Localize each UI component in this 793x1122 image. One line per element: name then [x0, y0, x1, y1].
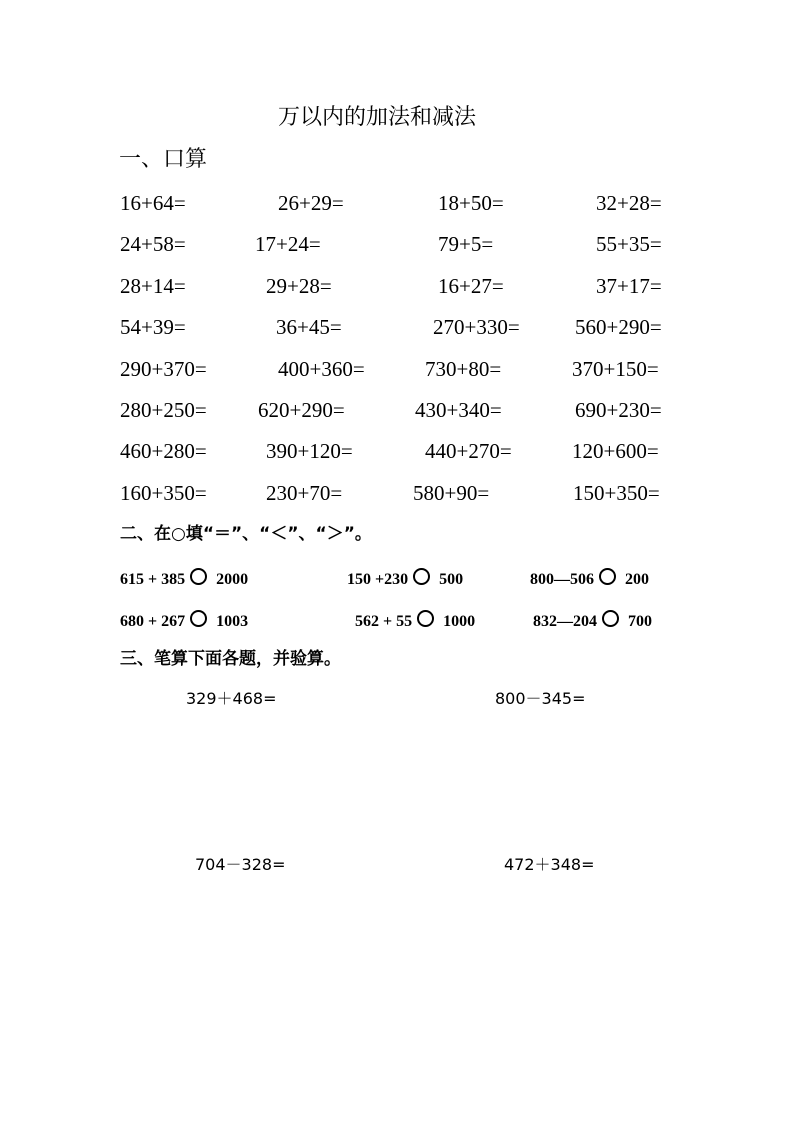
written-calc-problem: 472＋348= — [504, 855, 595, 874]
compare-right: 1003 — [216, 613, 249, 630]
answer-circle[interactable] — [599, 568, 616, 585]
oral-calc-item: 36+45= — [276, 315, 342, 339]
section-2-heading: 二、在○填“＝”、“＜”、“＞”。 — [120, 524, 372, 544]
oral-calc-item: 16+64= — [120, 191, 186, 215]
compare-left: 150 +230 — [347, 571, 409, 588]
compare-left: 800—506 — [530, 571, 594, 588]
oral-calc-item: 37+17= — [596, 274, 662, 298]
answer-circle[interactable] — [413, 568, 430, 585]
section-1-heading: 一、口算 — [119, 146, 208, 171]
oral-calc-item: 280+250= — [120, 398, 207, 422]
oral-calc-item: 580+90= — [413, 481, 490, 505]
oral-calc-item: 560+290= — [575, 315, 662, 339]
oral-calc-item: 29+28= — [266, 274, 332, 298]
compare-right: 1000 — [443, 613, 476, 630]
compare-right: 700 — [628, 613, 652, 630]
compare-item — [347, 568, 463, 588]
oral-calc-item: 54+39= — [120, 315, 186, 339]
oral-calc-item: 24+58= — [120, 232, 186, 256]
compare-left: 832—204 — [533, 613, 597, 630]
page-title: 万以内的加法和减法 — [278, 104, 477, 129]
oral-calc-item: 460+280= — [120, 439, 207, 463]
oral-calc-item: 32+28= — [596, 191, 662, 215]
oral-calc-item: 26+29= — [278, 191, 344, 215]
oral-calc-item: 79+5= — [438, 232, 494, 256]
oral-calc-item: 620+290= — [258, 398, 345, 422]
compare-right: 500 — [439, 571, 464, 588]
answer-circle[interactable] — [602, 610, 619, 627]
oral-calc-item: 730+80= — [425, 357, 502, 381]
oral-calc-item: 120+600= — [572, 439, 659, 463]
oral-calc-item: 270+330= — [433, 315, 520, 339]
written-calc-problem: 800－345= — [495, 689, 586, 708]
oral-calc-item: 690+230= — [575, 398, 662, 422]
answer-circle[interactable] — [190, 610, 207, 627]
compare-item — [120, 610, 248, 630]
written-calc-problem: 329＋468= — [186, 689, 277, 708]
oral-calc-item: 150+350= — [573, 481, 660, 505]
oral-calc-item: 440+270= — [425, 439, 512, 463]
compare-left: 680 + 267 — [120, 613, 186, 630]
written-calc-problem: 704－328= — [195, 855, 286, 874]
compare-left: 615 + 385 — [120, 571, 186, 588]
compare-item — [530, 568, 649, 588]
compare-right: 2000 — [216, 571, 249, 588]
oral-calc-item: 28+14= — [120, 274, 186, 298]
oral-calc-item: 370+150= — [572, 357, 659, 381]
oral-calc-item: 230+70= — [266, 481, 343, 505]
answer-circle[interactable] — [417, 610, 434, 627]
oral-calc-item: 55+35= — [596, 232, 662, 256]
oral-calc-item: 390+120= — [266, 439, 353, 463]
compare-item — [355, 610, 475, 630]
oral-calc-item: 17+24= — [255, 232, 321, 256]
oral-calc-item: 430+340= — [415, 398, 502, 422]
compare-left: 562 + 55 — [355, 613, 413, 630]
oral-calc-item: 18+50= — [438, 191, 504, 215]
oral-calc-item: 16+27= — [438, 274, 504, 298]
oral-calc-item: 160+350= — [120, 481, 207, 505]
answer-circle[interactable] — [190, 568, 207, 585]
compare-item — [120, 568, 248, 588]
oral-calc-item: 400+360= — [278, 357, 365, 381]
oral-calc-item: 290+370= — [120, 357, 207, 381]
compare-item — [533, 610, 652, 630]
compare-right: 200 — [625, 571, 649, 588]
section-3-heading: 三、笔算下面各题，并验算。 — [120, 649, 341, 669]
